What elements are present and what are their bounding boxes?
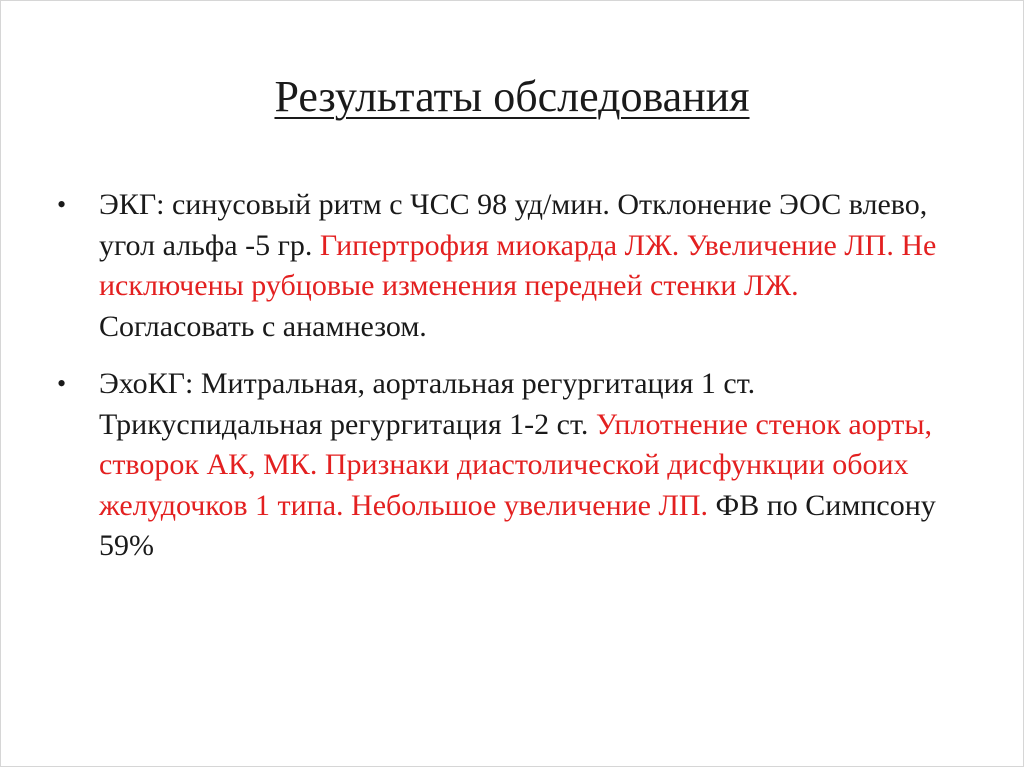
bullet-list [57, 185, 957, 584]
bullet-icon: • [57, 369, 67, 398]
bullet-ecg [57, 185, 957, 347]
bullet-icon: • [57, 190, 67, 219]
slide-title [1, 69, 1023, 125]
bullet-echo [57, 364, 957, 567]
echo-text-highlight: Уплотнение стенок аорты, створок АК, МК. Признаки диастолической дисфункции обоих желудочков 1 типа. Небольшое увеличение ЛП. [99, 407, 933, 522]
ecg-text-highlight: Гипертрофия миокарда ЛЖ. Увеличение ЛП. Не исключены рубцовые изменения передней стенки ЛЖ. [99, 228, 937, 302]
ecg-text-normal-1: ЭКГ: синусовый ритм с ЧСС 98 уд/мин. Отклонение ЭОС влево, угол альфа -5 гр. [99, 188, 928, 262]
echo-text-normal-2: ФВ по Симпсону 59% [99, 488, 936, 562]
slide-title-text: Результаты обследования [274, 72, 750, 121]
echo-text-normal-1: ЭхоКГ: Митральная, аортальная регургитация 1 ст. Трикуспидальная регургитация 1-2 ст. [99, 367, 756, 441]
ecg-text-normal-2: Согласовать с анамнезом. [99, 309, 427, 343]
